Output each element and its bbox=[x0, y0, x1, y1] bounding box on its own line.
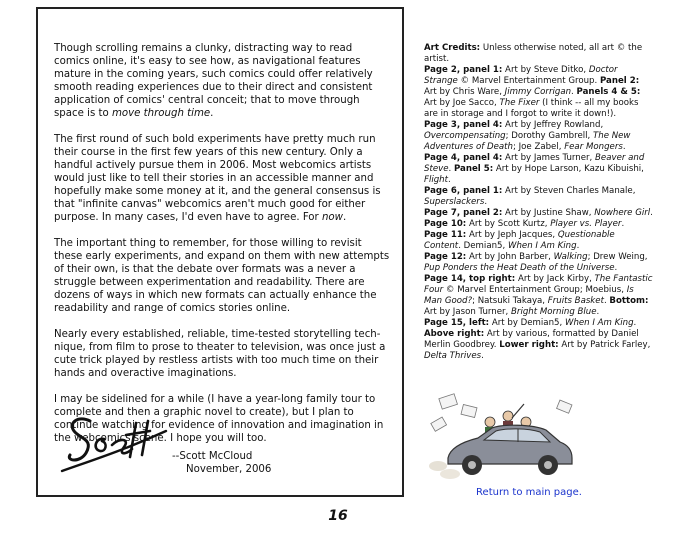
credit-text: . bbox=[481, 351, 484, 361]
credit-text: . bbox=[622, 142, 626, 152]
credit-text: Panel 5: bbox=[453, 164, 494, 174]
credit-text: Player vs. Player bbox=[550, 219, 622, 229]
credit-text: Page 14, top right: bbox=[424, 274, 516, 284]
credit-text: . bbox=[633, 318, 637, 328]
credit-text: ; Drew Weing, bbox=[587, 252, 648, 262]
credit-text: Walking bbox=[553, 252, 588, 262]
credit-text: Art by Joe Sacco, bbox=[424, 98, 500, 108]
essay-paragraph-4: Nearly every established, reliable, time-tested storytelling tech-nique, from film to prose to theater to television, was once just a cute trick played by restless artists with too much time on their hands and overactive imaginations. bbox=[54, 329, 386, 379]
credit-text: Page 11: bbox=[424, 230, 467, 240]
credit-text: Art by various, formatted by Daniel Merlin Goodbrey. bbox=[424, 329, 639, 350]
credit-text: . bbox=[621, 219, 625, 229]
credit-text: © Marvel Entertainment Group; Moebius, bbox=[443, 285, 627, 295]
credit-text: Panel 2: bbox=[599, 76, 640, 86]
credit-entry bbox=[424, 43, 654, 65]
credit-text: Art by John Barber, bbox=[466, 252, 554, 262]
credit-text: ; Joe Zabel, bbox=[513, 142, 565, 152]
credit-entry bbox=[424, 153, 654, 186]
credit-text: Is Man Good? bbox=[424, 285, 634, 306]
credit-entry bbox=[424, 186, 654, 208]
credit-text: Page 10: bbox=[424, 219, 467, 229]
car-with-cartoonists-illustration bbox=[428, 392, 578, 482]
credit-entry bbox=[424, 230, 654, 252]
signature-name: --Scott McCloud bbox=[172, 451, 253, 462]
credit-entry bbox=[424, 120, 654, 153]
credit-text: Art by Jeph Jacques, bbox=[466, 230, 558, 240]
credit-entry bbox=[424, 252, 654, 274]
credit-text: Overcompensating bbox=[424, 131, 506, 141]
handwritten-signature bbox=[60, 409, 170, 481]
credit-text: Page 2, panel 1: bbox=[424, 65, 503, 75]
credit-text: . bbox=[614, 263, 618, 273]
credit-text: . bbox=[576, 241, 580, 251]
credit-text: When I Am King bbox=[507, 241, 577, 251]
credit-text: . bbox=[448, 164, 454, 174]
credit-text: . Demian5, bbox=[458, 241, 508, 251]
credit-text: Page 6, panel 1: bbox=[424, 186, 503, 196]
credit-text: Page 3, panel 4: bbox=[424, 120, 503, 130]
return-to-main-page-link[interactable]: Return to main page. bbox=[476, 487, 582, 498]
essay-panel bbox=[36, 7, 404, 497]
credit-text: Art by Hope Larson, Kazu Kibuishi, bbox=[493, 164, 644, 174]
credit-text: Art by Scott Kurtz, bbox=[466, 219, 551, 229]
credit-text: . bbox=[448, 175, 451, 185]
credit-text: Jimmy Corrigan bbox=[504, 87, 572, 97]
credit-text: Above right: bbox=[424, 329, 485, 339]
art-credits bbox=[424, 43, 654, 362]
credit-entry bbox=[424, 318, 654, 362]
credit-text: Doctor Strange bbox=[424, 65, 618, 86]
credit-text: Art by Demian5, bbox=[489, 318, 565, 328]
credit-text: Art by Patrick Farley, bbox=[558, 340, 651, 350]
essay-paragraph-2: The first round of such bold experiments have pretty much run their course in the first few years of this new century. Only a handful actively pursue them in 2006. Most webcomics artists would just like to tell their stories in an accessible manner and hopefully make some money at it, and the general consensus is that "infinite canvas" webcomics aren't much good for either purpose. In many cases, I'd even have to agree. For now. bbox=[54, 134, 381, 223]
credit-entry bbox=[424, 219, 654, 230]
credit-entry bbox=[424, 274, 654, 318]
credit-text: Superslackers bbox=[424, 197, 485, 207]
credit-text: Panels 4 & 5: bbox=[576, 87, 641, 97]
credit-text: Art by James Turner, bbox=[502, 153, 596, 163]
credit-text: . bbox=[603, 296, 610, 306]
credit-text: Art by Justine Shaw, bbox=[502, 208, 595, 218]
credit-text: Fear Mongers bbox=[564, 142, 623, 152]
essay-text bbox=[54, 42, 390, 458]
credit-text: Art by Steve Ditko, bbox=[502, 65, 589, 75]
credit-text: . bbox=[484, 197, 488, 207]
credit-text: Bright Morning Blue bbox=[511, 307, 597, 317]
credit-text: The Fantastic Four bbox=[424, 274, 653, 295]
credit-text: Fruits Basket bbox=[547, 296, 604, 306]
credit-text: Art by Jack Kirby, bbox=[515, 274, 595, 284]
signature-date: November, 2006 bbox=[186, 464, 272, 475]
credit-text: Flight bbox=[424, 175, 448, 185]
credit-text: Art by Steven Charles Manale, bbox=[502, 186, 636, 196]
credit-text: Art by Jason Turner, bbox=[424, 307, 512, 317]
credit-text: Questionable Content bbox=[424, 230, 615, 251]
credit-text: Art by Chris Ware, bbox=[424, 87, 505, 97]
credit-text: Page 12: bbox=[424, 252, 467, 262]
credit-text: ; Natsuki Takaya, bbox=[472, 296, 548, 306]
page-number: 16 bbox=[328, 508, 348, 524]
credit-text: Bottom: bbox=[609, 296, 649, 306]
signature-block bbox=[60, 409, 390, 489]
credit-text: The New Adventures of Death bbox=[424, 131, 631, 152]
credit-text: Lower right: bbox=[499, 340, 559, 350]
credit-text: Page 4, panel 4: bbox=[424, 153, 503, 163]
credit-text: . bbox=[596, 307, 600, 317]
credit-text: Beaver and Steve bbox=[424, 153, 645, 174]
credit-text: Pup Ponders the Heat Death of the Universe bbox=[424, 263, 615, 273]
credit-text: (I think -- all my books are in storage and I forgot to write it down!). bbox=[424, 98, 639, 119]
credit-text: Unless otherwise noted, all art © the artist. bbox=[424, 43, 643, 64]
essay-paragraph-3: The important thing to remember, for those willing to revisit these early experiments, and expand on them with new attempts of their own, is that the debate over formats was a never a struggle between experimentation and readability. There are dozens of ways in which new formats can actually enhance the readability and range of comics stories online. bbox=[54, 238, 390, 314]
credit-text: . bbox=[571, 87, 577, 97]
credit-text: Page 7, panel 2: bbox=[424, 208, 503, 218]
credit-text: Art Credits: bbox=[424, 43, 481, 53]
essay-paragraph-5: I may be sidelined for a while (I have a year-long family tour to complete and then a graphic novel to create), but I plan to continue watching for evidence of innovation and imagination in the webcomics scene. I hope you will too. bbox=[54, 394, 384, 444]
credit-text: ; Dorothy Gambrell, bbox=[505, 131, 593, 141]
credit-text: Nowhere Girl bbox=[594, 208, 651, 218]
credit-text: Art by Jeffrey Rowland, bbox=[502, 120, 604, 130]
credit-entry bbox=[424, 65, 654, 120]
credit-text: When I Am King bbox=[564, 318, 634, 328]
credit-text: Page 15, left: bbox=[424, 318, 490, 328]
credit-text: Delta Thrives bbox=[424, 351, 482, 361]
credit-text: © Marvel Entertainment Group. bbox=[457, 76, 600, 86]
credit-text: The Fixer bbox=[499, 98, 540, 108]
credit-entry bbox=[424, 208, 654, 219]
credit-text: . bbox=[650, 208, 653, 218]
essay-paragraph-1: Though scrolling remains a clunky, distracting way to read comics online, it's easy to see how, as navigational features mature in the coming years, such comics could offer relatively smooth reading experiences due to their direct and consistent application of comics' central conceit; that to move through space is to move through time. bbox=[54, 43, 373, 119]
